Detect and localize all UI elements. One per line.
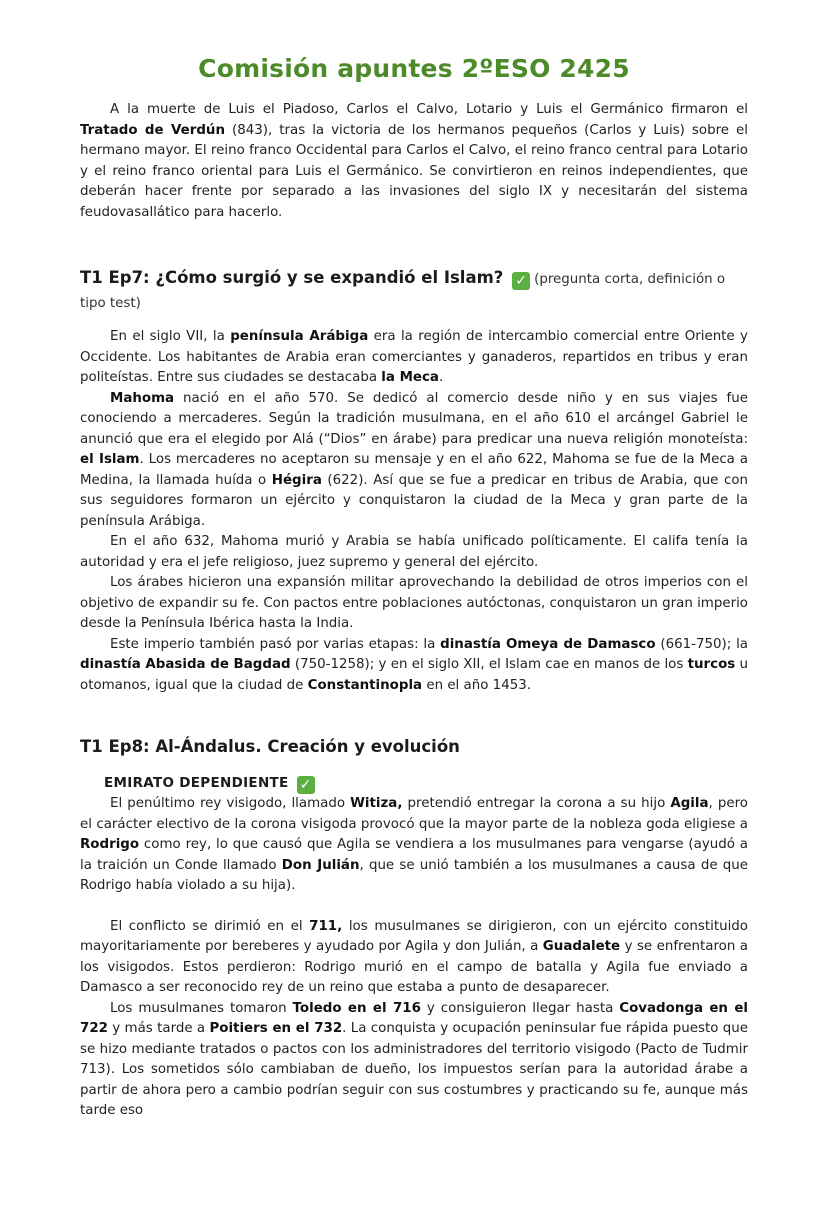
- text-run: era la región de intercambio comercial entre Oriente y Occidente. Los habitantes de Arabia eran comerciantes y ganaderos, repartidos en tribus y eran politeístas. Entre sus ciudades se destacaba: [80, 329, 748, 385]
- check-mark-icon: ✓: [297, 776, 315, 794]
- text-run: Este imperio también pasó por varias etapas: la: [110, 636, 441, 652]
- check-mark-icon: ✓: [512, 272, 530, 290]
- text-run: En el siglo VII, la: [110, 329, 231, 344]
- text-run: en el año 1453.: [422, 677, 532, 693]
- bold-term: Guadalete: [542, 939, 621, 954]
- text-run: . La conquista y ocupación peninsular fue rápida puesto que se hizo mediante tratados o pactos con los administradores del territorio visigodo (Pacto de Tudmir 713). Los sometidos sólo cambiaban de dueño, los impuestos serían para la autoridad árabe a partir de ahora pero a cambio podrían seguir con sus costumbres y practicando su fe, aunque más tarde eso: [80, 1021, 748, 1118]
- ep7-body: [80, 327, 748, 696]
- bold-term: 711,: [309, 918, 343, 934]
- bold-term: turcos: [687, 657, 736, 672]
- text-run: como rey, lo que causó que Agila se vendiera a los musulmanes para vengarse (ayudó a la traición un Conde llamado: [80, 837, 748, 873]
- ep7-paragraph: [80, 327, 748, 389]
- ep8-body: [80, 794, 748, 1122]
- text-run: Los árabes hicieron una expansión militar aprovechando la debilidad de otros imperios con el objetivo de expandir su fe. Con pactos entre poblaciones autóctonas, conquistaron un gran imperio desde la Península Ibérica hasta la India.: [80, 575, 748, 631]
- text-run: u otomanos, igual que la ciudad de: [80, 657, 749, 693]
- bold-term: Rodrigo: [80, 837, 140, 852]
- bold-term: Covadonga en el 722: [80, 1000, 749, 1036]
- ep8-heading: T1 Ep8: Al-Ándalus. Creación y evolución: [80, 737, 460, 756]
- text-run: y se enfrentaron a los visigodos. Estos perdieron: Rodrigo murió en el campo de batalla y Agila fue enviado a Damasco a ser reconocido rey de un reino que estaba a punto de desaparecer.: [80, 939, 748, 995]
- ep7-paragraph: [80, 573, 748, 635]
- bold-term: Tratado de Verdún: [80, 122, 225, 138]
- ep7-heading: [80, 267, 748, 315]
- ep8-paragraph: [80, 917, 748, 999]
- ep8-paragraph: [80, 999, 748, 1122]
- text-run: (750-1258); y en el siglo XII, el Islam cae en manos de los: [290, 657, 688, 672]
- bold-term: el Islam: [80, 452, 140, 467]
- paragraph-gap: [80, 897, 748, 917]
- text-run: . Los mercaderes no aceptaron su mensaje y en el año 622, Mahoma se fue de la Meca a Medina, la llamada huída o: [80, 452, 748, 488]
- ep7-heading-note: (pregunta corta, definición o tipo test): [80, 272, 726, 311]
- text-run: En el año 632, Mahoma murió y Arabia se había unificado políticamente. El califa tenía la autoridad y era el jefe religioso, juez supremo y general del ejército.: [80, 534, 748, 570]
- text-run: , que se unió también a los musulmanes a causa de que Rodrigo había violado a su hija).: [80, 857, 748, 893]
- text-run: nació en el año 570. Se dedicó al comercio desde niño y en sus viajes fue conociendo a mercaderes. Según la tradición musulmana, en el año 610 el arcángel Gabriel le anunció que era el elegido por Alá (“Dios” en árabe) para predicar una nueva religión monoteísta:: [80, 390, 748, 447]
- text-run: y más tarde a: [107, 1021, 210, 1036]
- document-page: [0, 52, 828, 1221]
- document-title: Comisión apuntes 2ºESO 2425: [198, 54, 630, 83]
- ep7-paragraph: [80, 389, 748, 533]
- bold-term: península Arábiga: [230, 329, 369, 344]
- text-run: .: [438, 370, 444, 385]
- text-run: A la muerte de Luis el Piadoso, Carlos el Calvo, Lotario y Luis el Germánico firmaron el: [110, 102, 748, 117]
- intro-paragraph: [80, 100, 748, 223]
- bold-term: Witiza,: [350, 796, 403, 811]
- bold-term: dinastía Abasida de Bagdad: [80, 657, 291, 672]
- bold-term: Don Julián: [281, 857, 360, 873]
- text-run: Los musulmanes tomaron: [110, 1000, 293, 1016]
- text-run: pretendió entregar la corona a su hijo: [402, 796, 671, 811]
- bold-term: Constantinopla: [307, 677, 423, 693]
- text-run: (661-750); la: [655, 636, 748, 652]
- ep8-subheading-text: EMIRATO DEPENDIENTE: [104, 775, 289, 791]
- ep7-paragraph: [80, 635, 748, 697]
- text-run: , pero el carácter electivo de la corona visigoda provocó que la mayor parte de la nobleza goda eligiese a: [80, 796, 748, 832]
- text-run: los musulmanes se dirigieron, con un ejército constituido mayoritariamente por bereberes y ayudado por Agila y don Julián, a: [80, 918, 748, 954]
- bold-term: Agila: [670, 796, 709, 811]
- ep8-subheading: [104, 772, 748, 794]
- bold-term: Hégira: [271, 472, 322, 488]
- bold-term: Poitiers en el 732: [209, 1021, 343, 1036]
- ep8-paragraph: [80, 794, 748, 897]
- text-run: El conflicto se dirimió en el: [110, 918, 310, 934]
- text-run: (622). Así que se fue a predicar en tribus de Arabia, que con sus seguidores formaron un ejército y conquistaron la ciudad de la Meca y gran parte de la península Arábiga.: [80, 472, 748, 529]
- bold-term: la Meca: [381, 370, 439, 385]
- text-run: (843), tras la victoria de los hermanos pequeños (Carlos y Luis) sobre el hermano mayor. El reino franco Occidental para Carlos el Calvo, el reino franco central para Lotario y el reino franco oriental para Luis el Germánico. Se convirtieron en reinos independientes, que deberán hacer frente por separado a las invasiones del siglo IX y necesitarán del sistema feudovasallático para hacerlo.: [80, 122, 748, 220]
- bold-term: Mahoma: [110, 390, 175, 406]
- bold-term: dinastía Omeya de Damasco: [440, 636, 656, 652]
- text-run: y consiguieron llegar hasta: [420, 1000, 620, 1016]
- text-run: El penúltimo rey visigodo, llamado: [110, 796, 351, 811]
- ep7-heading-text: T1 Ep7: ¿Cómo surgió y se expandió el Islam?: [80, 268, 504, 287]
- bold-term: Toledo en el 716: [292, 1000, 421, 1016]
- ep7-paragraph: [80, 532, 748, 573]
